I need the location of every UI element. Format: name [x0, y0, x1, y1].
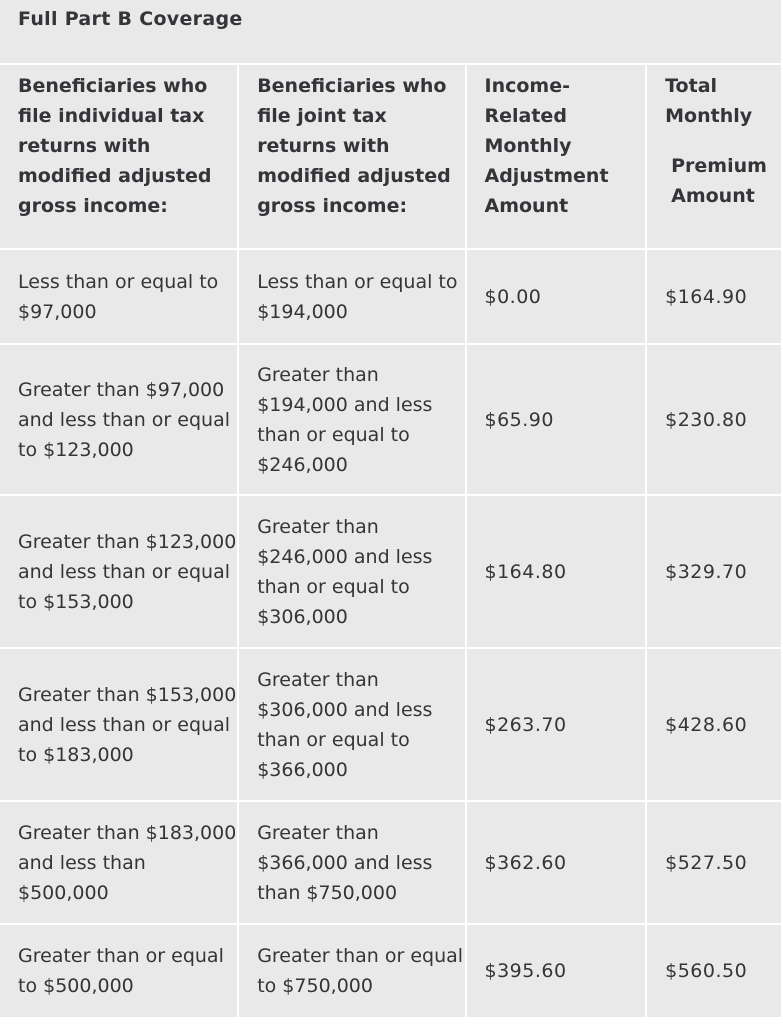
- header-individual: Beneficiaries who file individual tax returns with modified adjusted gross income:: [0, 65, 237, 248]
- table-title: Full Part B Coverage: [0, 0, 781, 63]
- cell-total: $329.70: [647, 496, 781, 647]
- table-row: [0, 649, 781, 800]
- premium-table: [0, 65, 783, 1017]
- cell-joint: Greater than or equal to $750,000: [239, 925, 464, 1017]
- cell-individual: Greater than $97,000 and less than or equal to $123,000: [0, 345, 237, 494]
- table-row: [0, 250, 781, 343]
- header-joint: Beneficiaries who file joint tax returns with modified adjusted gross income:: [239, 65, 464, 248]
- cell-total: $164.90: [647, 250, 781, 343]
- header-irmaa: Income-Related Monthly Adjustment Amount: [467, 65, 646, 248]
- cell-total: $560.50: [647, 925, 781, 1017]
- table-row: [0, 802, 781, 923]
- cell-joint: Greater than $306,000 and less than or equal to $366,000: [239, 649, 464, 800]
- cell-total: $428.60: [647, 649, 781, 800]
- cell-irmaa: $395.60: [467, 925, 646, 1017]
- cell-irmaa: $263.70: [467, 649, 646, 800]
- cell-irmaa: $0.00: [467, 250, 646, 343]
- cell-individual: Greater than $123,000 and less than or equal to $153,000: [0, 496, 237, 647]
- cell-individual: Less than or equal to $97,000: [0, 250, 237, 343]
- cell-joint: Greater than $366,000 and less than $750,000: [239, 802, 464, 923]
- cell-individual: Greater than or equal to $500,000: [0, 925, 237, 1017]
- cell-irmaa: $164.80: [467, 496, 646, 647]
- cell-total: $527.50: [647, 802, 781, 923]
- header-total-line1: Total Monthly: [665, 75, 753, 127]
- table-header-row: [0, 65, 781, 248]
- cell-individual: Greater than $153,000 and less than or equal to $183,000: [0, 649, 237, 800]
- cell-irmaa: $362.60: [467, 802, 646, 923]
- header-total-premium: [647, 65, 781, 248]
- header-total-line2: Premium Amount: [671, 155, 767, 207]
- cell-irmaa: $65.90: [467, 345, 646, 494]
- cell-joint: Greater than $194,000 and less than or equal to $246,000: [239, 345, 464, 494]
- table-row: [0, 496, 781, 647]
- cell-total: $230.80: [647, 345, 781, 494]
- cell-individual: Greater than $183,000 and less than $500,000: [0, 802, 237, 923]
- cell-joint: Less than or equal to $194,000: [239, 250, 464, 343]
- cell-joint: Greater than $246,000 and less than or equal to $306,000: [239, 496, 464, 647]
- table-row: [0, 345, 781, 494]
- table-row: [0, 925, 781, 1017]
